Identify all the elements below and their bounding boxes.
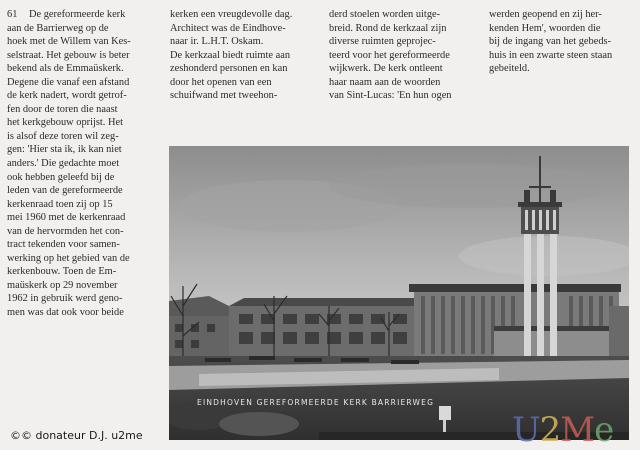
column-1-line: 61 De gereformeerde kerk [7, 9, 126, 20]
column-1-line: selstraat. Het gebouw is beter [7, 49, 130, 61]
text-column-4 [489, 8, 639, 76]
text-column-1 [7, 8, 159, 320]
column-1-line: maüskerk op 29 november [7, 279, 118, 291]
column-3-line: teerd voor het gereformeerde [329, 49, 450, 61]
watermark-letter: M [560, 410, 595, 450]
column-1-line: Degene die vanaf een afstand [7, 76, 130, 88]
watermark-letter: 2 [539, 410, 561, 450]
column-4-line: kenden Hem', woorden die [489, 22, 601, 34]
column-1-line: 1962 in gebruik werd geno- [7, 293, 123, 305]
photo-caption: EINDHOVEN GEREFORMEERDE KERK BARRIERWEG [197, 398, 435, 407]
column-2-line: De kerkzaal biedt ruimte aan [170, 49, 291, 61]
watermark-letter: U [512, 410, 540, 450]
column-3-line: derd stoelen worden uitge- [329, 9, 441, 20]
column-2-line: naar ir. L.H.T. Oskam. [170, 36, 264, 48]
credit-line: ©© donateur D.J. u2me [10, 429, 143, 442]
column-1-line: kerkenbouw. Toen de Em- [7, 266, 117, 278]
column-1-line: werking op het gebied van de [7, 252, 130, 264]
column-1-line: mei 1960 met de kerkenraad [7, 212, 126, 224]
column-4-line: gebeiteld. [489, 63, 530, 75]
church-tower [524, 228, 557, 358]
column-1-line: bekend als de Emmaüskerk. [7, 63, 124, 75]
column-4-line: bij de ingang van het gebeds- [489, 36, 612, 48]
caption-number: 61 [7, 9, 18, 20]
column-1-line: tract tekenden voor samen- [7, 239, 120, 251]
column-2-line: zeshonderd personen en kan [170, 63, 288, 75]
column-1-line: kerkenraad toen zij op 15 [7, 198, 113, 210]
column-3-line: wijkwerk. De kerk ontleent [329, 63, 443, 75]
column-1-line: ook hebben geleefd bij de [7, 171, 115, 183]
column-1-line: het kerkgebouw oprijst. Het [7, 117, 124, 129]
column-1-line: van de hervormden het con- [7, 225, 124, 237]
column-3-line: breid. Rond de kerkzaal zijn [329, 22, 447, 34]
church-photo [169, 146, 629, 440]
text-column-2 [170, 8, 312, 103]
column-2-line: door het openen van een [170, 76, 272, 88]
church-photo-drawing [169, 146, 629, 440]
column-1-line: gen: 'Hier sta ik, ik kan niet [7, 144, 122, 156]
column-1-line: hoek met de Willem van Kes- [7, 36, 131, 48]
column-4-line: huis in een zwarte steen staan [489, 49, 613, 61]
column-1-line: fen door de toren die naast [7, 103, 118, 115]
column-2-line: kerken een vreugdevolle dag. [170, 9, 293, 20]
column-1-line: de kerk nadert, wordt getrof- [7, 90, 127, 102]
text-column-3 [329, 8, 474, 103]
column-1-line: aan de Barrierweg op de [7, 22, 109, 34]
column-1-line: men was dat ook voor beide [7, 307, 124, 319]
column-2-line: Architect was de Eindhove- [170, 22, 286, 34]
column-4-line: werden geopend en zij her- [489, 9, 602, 20]
column-2-line: schuifwand met tweehon- [170, 90, 278, 102]
u2me-watermark [512, 410, 640, 450]
column-1-line: anders.' Die gedachte moet [7, 158, 120, 170]
column-3-line: van Sint-Lucas: 'En hun ogen [329, 90, 452, 102]
column-3-line: diverse ruimten geprojec- [329, 36, 436, 48]
column-1-line: leden van de gereformeerde [7, 185, 123, 197]
column-3-line: haar naam aan de woorden [329, 76, 441, 88]
column-1-line: is alsof deze toren wil zeg- [7, 130, 119, 142]
watermark-letter: e [594, 410, 614, 450]
